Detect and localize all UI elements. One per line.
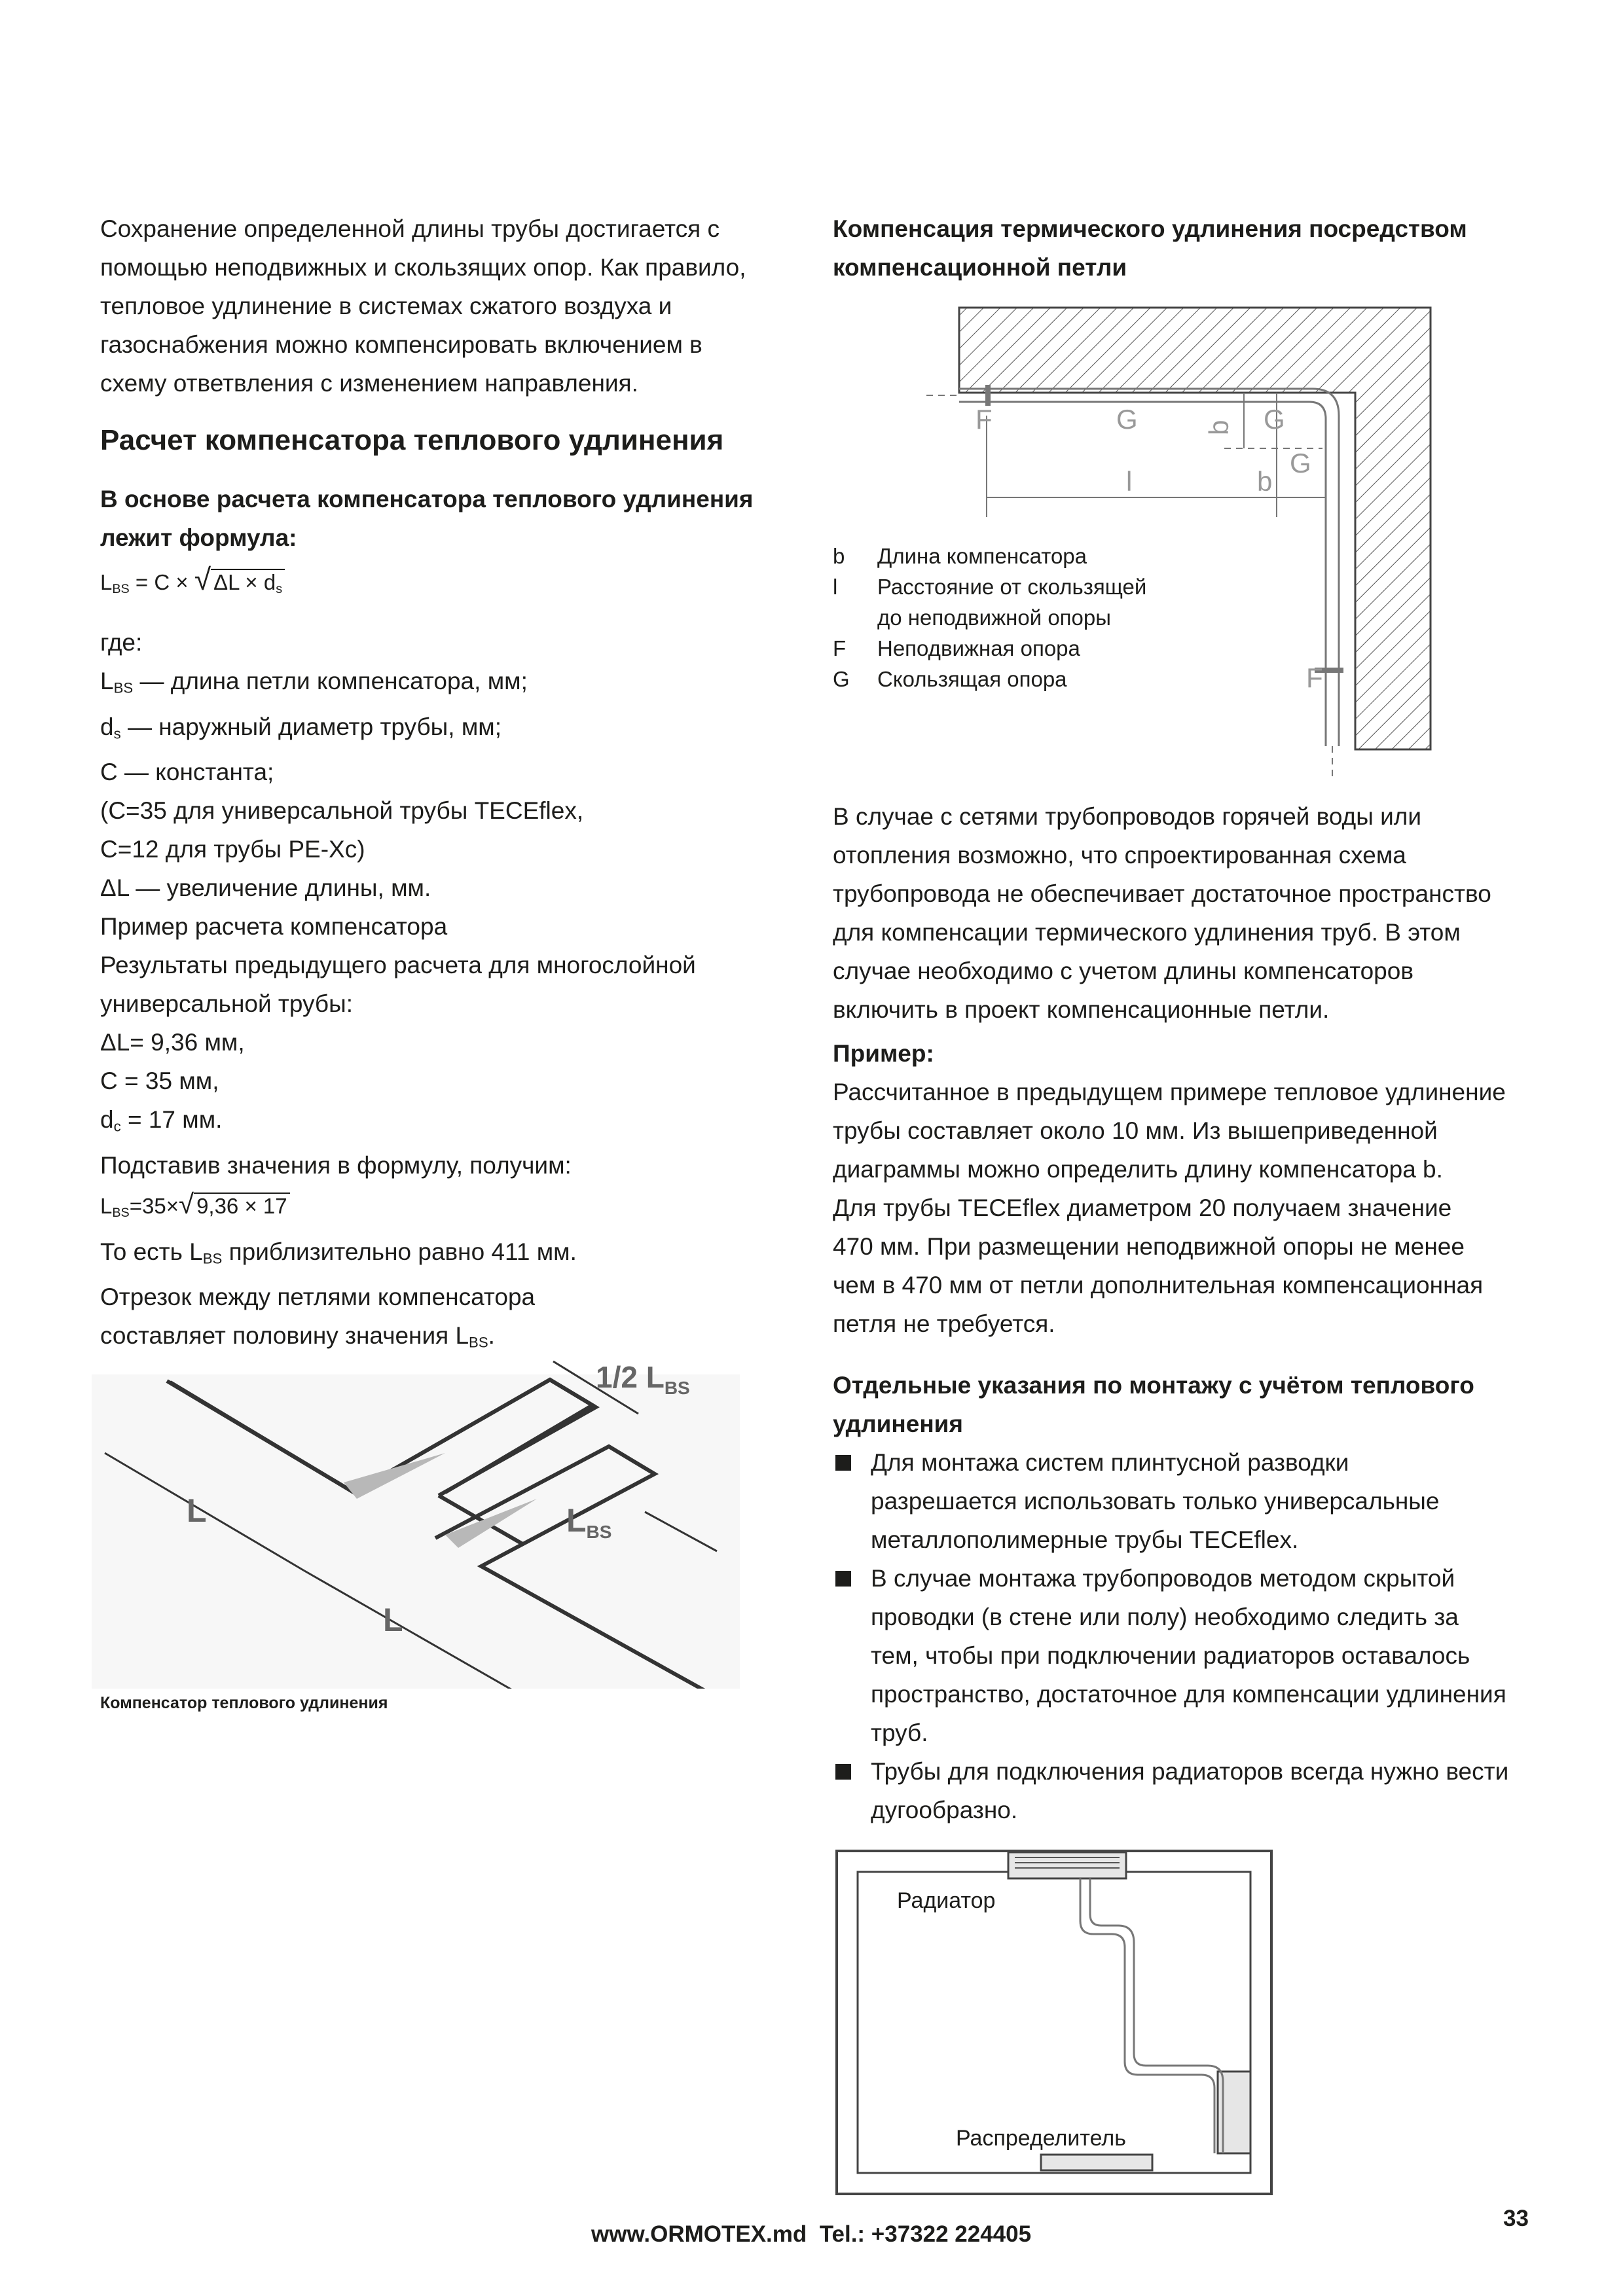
sym-sub: BS xyxy=(112,1205,130,1220)
intro-line: тепловое удлинение в системах сжатого воздуха и xyxy=(100,293,672,319)
bullet-line: пространство, достаточное для компенсации удлинения xyxy=(871,1681,1506,1708)
results-line: универсальной трубы: xyxy=(100,990,353,1018)
approx-line xyxy=(100,1232,801,1278)
legend-sym: b xyxy=(833,544,845,568)
text: . xyxy=(488,1322,495,1350)
radiator-pipes xyxy=(1080,1878,1223,2153)
main-formula xyxy=(100,562,285,597)
fixed-support-top xyxy=(985,385,991,406)
radiator-icon xyxy=(1008,1852,1126,1878)
label-text: 1/2 L xyxy=(596,1360,665,1394)
legend-row xyxy=(833,541,1146,571)
def-c: C — константа; xyxy=(100,759,274,786)
legend-text: Длина компенсатора xyxy=(877,544,1087,568)
label-g-top: G xyxy=(1116,404,1138,435)
example-line: петля не требуется. xyxy=(833,1310,1055,1337)
bullet-line: В случае монтажа трубопроводов методом скрытой xyxy=(871,1565,1455,1592)
legend-sym: l xyxy=(833,575,838,599)
example-line: чем в 470 мм от петли дополнительная компенсационная xyxy=(833,1272,1484,1299)
bullet-line: тем, чтобы при подключении радиаторов оставалось xyxy=(871,1642,1470,1669)
label-sub: BS xyxy=(586,1522,612,1542)
intro-line: Сохранение определенной длины трубы достигается с xyxy=(100,215,720,242)
definitions-block xyxy=(100,623,801,1362)
def-text: — длина петли компенсатора, мм; xyxy=(133,668,528,694)
compensator-figure xyxy=(92,1348,740,1689)
dc-value xyxy=(100,1100,801,1146)
intro-line: помощью неподвижных и скользящих опор. Как правило, xyxy=(100,254,746,281)
sym: d xyxy=(100,713,114,740)
section-title: Расчет компенсатора теплового удлинения xyxy=(100,424,724,456)
label-l: l xyxy=(1126,466,1133,497)
bullet-line: труб. xyxy=(871,1719,928,1746)
label-f-top: F xyxy=(976,404,993,435)
segment-line: Отрезок между петлями компенсатора xyxy=(100,1283,536,1311)
formula-eq: = C × xyxy=(129,570,194,594)
label-l-upper: L xyxy=(187,1492,207,1529)
def-dl: ΔL — увеличение длины, мм. xyxy=(100,874,431,902)
bullet-line: металлополимерные трубы TECEflex. xyxy=(871,1526,1299,1553)
paragraph-line: трубопровода не обеспечивает достаточное пространство xyxy=(833,880,1491,907)
paragraph-line: случае необходимо с учетом длины компенсаторов xyxy=(833,958,1413,984)
example-label: Пример: xyxy=(833,1040,934,1067)
legend-row xyxy=(833,633,1146,664)
example-title: Пример расчета компенсатора xyxy=(100,913,448,941)
intro-paragraph xyxy=(100,209,801,403)
sym-sub: c xyxy=(113,1118,121,1135)
intro-line: газоснабжения можно компенсировать включением в xyxy=(100,331,702,358)
formula-lhs: L xyxy=(100,570,113,594)
label-f-side: F xyxy=(1306,662,1323,693)
install-bullets xyxy=(833,1443,1553,1829)
basis-title-line: В основе расчета компенсатора теплового удлинения xyxy=(100,486,754,512)
manifold-bottom-icon xyxy=(1041,2155,1152,2170)
paragraph-line: отопления возможно, что спроектированная схема xyxy=(833,842,1406,869)
label-sub: BS xyxy=(664,1378,690,1398)
legend-row xyxy=(833,664,1146,694)
figure-background xyxy=(92,1374,740,1689)
label-l-lower: L xyxy=(383,1602,403,1638)
text: составляет половину значения L xyxy=(100,1322,469,1350)
text: То есть L xyxy=(100,1238,203,1265)
bullet-item xyxy=(833,1443,1553,1559)
bullet-line: Для монтажа систем плинтусной разводки xyxy=(871,1449,1349,1476)
label-text: L xyxy=(566,1502,587,1539)
bullet-square-icon xyxy=(835,1764,851,1780)
formula-lhs-sub: BS xyxy=(112,581,130,596)
legend-row xyxy=(833,602,1146,633)
def-text: — наружный диаметр трубы, мм; xyxy=(120,713,501,740)
paragraph-line: включить в проект компенсационные петли. xyxy=(833,996,1330,1023)
def-c12: C=12 для трубы PE-Xc) xyxy=(100,836,365,863)
label-b-vertical: b xyxy=(1203,420,1234,435)
radicand-sub: s xyxy=(276,581,283,596)
room-diagram xyxy=(831,1846,1277,2199)
example-line: Рассчитанное в предыдущем примере тепловое удлинение xyxy=(833,1079,1506,1105)
basis-title xyxy=(100,480,754,557)
legend-row xyxy=(833,571,1146,602)
sqrt-sign: √ xyxy=(179,1188,194,1219)
paragraph-line: В случае с сетями трубопроводов горячей воды или xyxy=(833,803,1422,830)
bullet-line: проводки (в стене или полу) необходимо следить за xyxy=(871,1604,1459,1630)
second-formula xyxy=(100,1185,801,1232)
install-title-line: удлинения xyxy=(833,1410,964,1437)
example-block xyxy=(833,1034,1546,1343)
legend-text: Расстояние от скользящей xyxy=(877,575,1147,599)
dl-value: ΔL= 9,36 мм, xyxy=(100,1029,245,1056)
label-g-corner: G xyxy=(1264,404,1285,435)
sym-sub: BS xyxy=(469,1334,488,1351)
bullet-item xyxy=(833,1559,1553,1752)
label-b-side: b xyxy=(1257,466,1273,497)
c-value: C = 35 мм, xyxy=(100,1067,219,1095)
sym-sub: BS xyxy=(113,679,134,696)
loop-title xyxy=(833,209,1467,287)
where-label: где: xyxy=(100,629,143,656)
sym-sub: BS xyxy=(202,1250,223,1267)
example-line: Для трубы TECEflex диаметром 20 получаем значение xyxy=(833,1194,1452,1221)
formula-eq: =35× xyxy=(129,1193,179,1218)
def-text: = 17 мм. xyxy=(120,1106,223,1134)
legend-sym: F xyxy=(833,636,847,660)
example-line: трубы составляет около 10 мм. Из вышеприведенной xyxy=(833,1117,1438,1144)
substitute-line: Подставив значения в формулу, получим: xyxy=(100,1151,572,1179)
sym-sub: s xyxy=(113,725,121,742)
radiator-label: Радиатор xyxy=(897,1888,996,1913)
text: приблизительно равно 411 мм. xyxy=(222,1238,577,1265)
install-title-line: Отдельные указания по монтажу с учётом теплового xyxy=(833,1372,1474,1399)
paragraph-line: для компенсации термического удлинения труб. В этом xyxy=(833,919,1461,946)
page-number: 33 xyxy=(1503,2206,1529,2231)
bullet-line: Трубы для подключения радиаторов всегда нужно вести xyxy=(871,1758,1509,1785)
legend-text: до неподвижной опоры xyxy=(877,605,1111,630)
bullet-line: дугообразно. xyxy=(871,1797,1018,1823)
basis-title-line: лежит формула: xyxy=(100,524,297,551)
bullet-line: разрешается использовать только универсальные xyxy=(871,1488,1440,1515)
formula-radicand xyxy=(211,569,285,594)
diagram-legend xyxy=(833,541,1146,694)
bullet-square-icon xyxy=(835,1571,851,1587)
footer-contact: www.ORMOTEX.md Tel.: +37322 224405 xyxy=(591,2221,1032,2247)
figure-caption: Компенсатор теплового удлинения xyxy=(100,1694,388,1712)
intro-line: схему ответвления с изменением направления. xyxy=(100,370,638,397)
def-lbs xyxy=(100,662,801,708)
example-line: диаграммы можно определить длину компенсатора b. xyxy=(833,1156,1443,1183)
loop-title-line: компенсационной петли xyxy=(833,254,1127,281)
radicand-text: ΔL × d xyxy=(213,570,276,594)
label-half-lbs xyxy=(596,1360,690,1398)
sym: L xyxy=(100,1193,113,1218)
loop-title-line: Компенсация термического удлинения посредством xyxy=(833,215,1467,242)
manifold-label: Распределитель xyxy=(956,2126,1126,2151)
results-line: Результаты предыдущего расчета для многослойной xyxy=(100,952,696,979)
sqrt-sign: √ xyxy=(194,562,211,596)
formula-radicand: 9,36 × 17 xyxy=(194,1193,290,1218)
sym: d xyxy=(100,1106,114,1134)
bullet-item xyxy=(833,1752,1553,1829)
loop-paragraph xyxy=(833,797,1546,1029)
legend-sym: G xyxy=(833,667,850,691)
legend-text: Неподвижная опора xyxy=(877,636,1080,660)
label-g-side: G xyxy=(1290,448,1311,478)
example-line: 470 мм. При размещении неподвижной опоры не менее xyxy=(833,1233,1465,1260)
sym: L xyxy=(100,668,114,694)
legend-text: Скользящая опора xyxy=(877,667,1067,691)
install-title xyxy=(833,1366,1474,1443)
bullet-square-icon xyxy=(835,1455,851,1471)
def-c35: (C=35 для универсальной трубы TECEflex, xyxy=(100,797,584,825)
def-ds xyxy=(100,708,801,753)
